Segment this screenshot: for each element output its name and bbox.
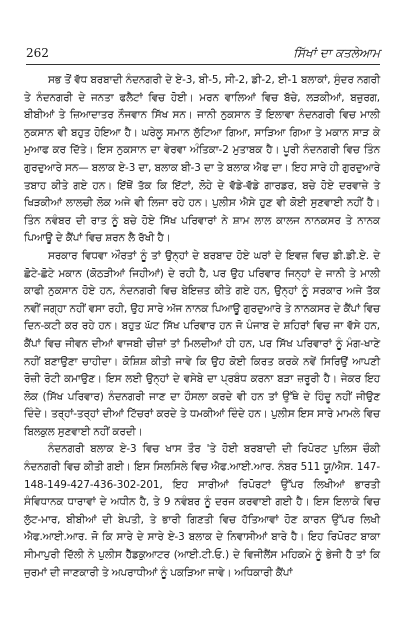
header-rule <box>26 64 380 65</box>
running-title: ਸਿੱਖਾਂ ਦਾ ਕਤਲੇਆਮ <box>293 46 380 60</box>
paragraph: ਸਰਕਾਰ ਵਿਧਵਾ ਔਰਤਾਂ ਨੂੰ ਤਾਂ ਉਨ੍ਹਾਂ ਦੇ ਬਰਬਾਦ ਹੋਏ ਘਰਾਂ ਦੇ ਇਵਜ਼ ਵਿਚ ਡੀ.ਡੀ.ਏ. ਦੇ ਛੋਟੇ-ਛੋਟੇ ਮਕਾਨ (ਕੋਠੜੀਆਂ ਜਿਹੀਆਂ) ਦੇ ਰਹੀ ਹੈ, ਪਰ ਉਹ ਪਰਿਵਾਰ ਜਿਨ੍ਹਾਂ ਦੇ ਜਾਨੀ ਤੇ ਮਾਲੀ ਕਾਫੀ ਨੁਕਸਾਨ ਹੋਏ ਹਨ, ਨੰਦਨਗਰੀ ਵਿਚ ਬੇਇਜ਼ਤ ਕੀਤੇ ਗਏ ਹਨ, ਉਨ੍ਹਾਂ ਨੂੰ ਸਰਕਾਰ ਅਜੇ ਤੱਕ ਨਵੀਂ ਜਗ੍ਹਾ ਨਹੀਂ ਵਸਾ ਰਹੀ, ਉਹ ਸਾਰੇ ਅੱਜ ਨਾਨਕ ਪਿਆਊ ਗੁਰਦੁਆਰੇ ਤੇ ਨਾਨਕਸਰ ਦੇ ਕੈਂਪਾਂ ਵਿਚ ਦਿਨ-ਕਟੀ ਕਰ ਰਹੇ ਹਨ। ਬਹੁਤ ਘੱਟ ਸਿੱਖ ਪਰਿਵਾਰ ਹਨ ਜੋ ਪੰਜਾਬ ਦੇ ਸ਼ਹਿਰਾਂ ਵਿਚ ਜਾ ਵੱਸੇ ਹਨ, ਕੈਂਪਾਂ ਵਿਚ ਜੀਵਨ ਦੀਆਂ ਵਾਜਬੀ ਚੀਜ਼ਾਂ ਤਾਂ ਮਿਲਦੀਆਂ ਹੀ ਹਨ, ਪਰ ਸਿੱਖ ਪਰਿਵਾਰਾਂ ਨੂੰ ਮੰਗ-ਖਾਣੇ ਨਹੀਂ ਬਣਾਉਣਾ ਚਾਹੀਦਾ। ਕੋਸ਼ਿਸ਼ ਕੀਤੀ ਜਾਵੇ ਕਿ ਉਹ ਕੋਈ ਕਿਰਤ ਕਰਕੇ ਨਵੇਂ ਸਿਰਿਉਂ ਆਪਣੀ ਰੋਜ਼ੀ ਰੋਟੀ ਕਮਾਉਣ। ਇਸ ਲਈ ਉਨ੍ਹਾਂ ਦੇ ਵਸੇਬੇ ਦਾ ਪ੍ਰਬੰਧ ਕਰਨਾ ਬੜਾ ਜ਼ਰੂਰੀ ਹੈ। ਜੇਕਰ ਇਹ ਲੋਕ (ਸਿੱਖ ਪਰਿਵਾਰ) ਨੰਦਨਗਰੀ ਜਾਣ ਦਾ ਹੌਸਲਾ ਕਰਦੇ ਵੀ ਹਨ ਤਾਂ ਉੱਥੇ ਦੇ ਹਿੰਦੂ ਨਹੀਂ ਜੀਉਣ ਦਿੰਦੇ। ਤਰ੍ਹਾਂ-ਤਰ੍ਹਾਂ ਦੀਆਂ ਟਿੱਚਰਾਂ ਕਰਦੇ ਤੇ ਧਮਕੀਆਂ ਦਿੰਦੇ ਹਨ। ਪੁਲੀਸ ਇਸ ਸਾਰੇ ਮਾਮਲੇ ਵਿਚ ਬਿਲਕੁਲ ਸੁਣਵਾਈ ਨਹੀਂ ਕਰਦੀ। <box>24 249 380 438</box>
page-number: 262 <box>26 46 49 60</box>
paragraph: ਸਭ ਤੋਂ ਵੱਧ ਬਰਬਾਦੀ ਨੰਦਨਗਰੀ ਦੇ ਏ-3, ਬੀ-5, ਸੀ-2, ਡੀ-2, ਈ-1 ਬਲਾਕਾਂ, ਸੁੰਦਰ ਨਗਰੀ ਤੇ ਨੰਦਨਗਰੀ ਦੇ ਜਨਤਾ ਫਲੈਟਾਂ ਵਿਚ ਹੋਈ। ਮਰਨ ਵਾਲਿਆਂ ਵਿਚ ਬੱਚੇ, ਲੜਕੀਆਂ, ਬਜ਼ੁਰਗ, ਬੀਬੀਆਂ ਤੇ ਜ਼ਿਆਦਾਤਰ ਨੌਜਵਾਨ ਸਿੱਖ ਸਨ। ਜਾਨੀ ਨੁਕਸਾਨ ਤੋਂ ਇਲਾਵਾ ਨੰਦਨਗਰੀ ਵਿਚ ਮਾਲੀ ਨੁਕਸਾਨ ਵੀ ਬਹੁਤ ਹੋਇਆ ਹੈ। ਘਰੇਲੂ ਸਮਾਨ ਲੁੱਟਿਆ ਗਿਆ, ਸਾੜਿਆ ਗਿਆ ਤੇ ਮਕਾਨ ਸਾੜ ਕੇ ਮੁਆਫ ਕਰ ਦਿੱਤੇ। ਇਸ ਨੁਕਸਾਨ ਦਾ ਵੇਰਵਾ ਅੰਤਿਕਾ-2 ਮੁਤਾਬਕ ਹੈ। ਪੂਰੀ ਨੰਦਨਗਰੀ ਵਿਚ ਤਿੰਨ ਗੁਰਦੁਆਰੇ ਸਨ— ਬਲਾਕ ਏ-3 ਦਾ, ਬਲਾਕ ਬੀ-3 ਦਾ ਤੇ ਬਲਾਕ ਐਫ ਦਾ। ਇਹ ਸਾਰੇ ਹੀ ਗੁਰਦੁਆਰੇ ਤਬਾਹ ਕੀਤੇ ਗਏ ਹਨ। ਇੱਥੋਂ ਤੱਕ ਕਿ ਇੱਟਾਂ, ਲੋਹੇ ਦੇ ਵੱਡੇ-ਵੱਡੇ ਗਾਰਡਰ, ਬਚੇ ਹੋਏ ਦਰਵਾਜ਼ੇ ਤੇ ਖਿੜਕੀਆਂ ਲਾਲਚੀ ਲੋਕ ਅਜੇ ਵੀ ਲਿਜਾ ਰਹੇ ਹਨ। ਪੁਲੀਸ ਐਸੇ ਹੁਣ ਵੀ ਕੋਈ ਸੁਣਵਾਈ ਨਹੀਂ ਹੈ। ਤਿੰਨ ਨਵੰਬਰ ਦੀ ਰਾਤ ਨੂੰ ਬਚੇ ਹੋਏ ਸਿੱਖ ਪਰਿਵਾਰਾਂ ਨੇ ਸ਼ਾਮ ਲਾਲ ਕਾਲਜ ਨਾਨਕਸਰ ਤੇ ਨਾਨਕ ਪਿਆਊ ਦੇ ਕੈਂਪਾਂ ਵਿਚ ਸ਼ਰਨ ਲੈ ਰੱਖੀ ਹੈ। <box>24 74 380 245</box>
paragraph: ਨੰਦਨਗਰੀ ਬਲਾਕ ਏ-3 ਵਿਚ ਖਾਸ ਤੌਰ 'ਤੇ ਹੋਈ ਬਰਬਾਦੀ ਦੀ ਰਿਪੋਰਟ ਪੁਲਿਸ ਚੌਕੀ ਨੰਦਨਗਰੀ ਵਿਚ ਕੀਤੀ ਗਈ। ਇਸ ਸਿਲਸਿਲੇ ਵਿਚ ਐਫ.ਆਈ.ਆਰ. ਨੰਬਰ 511 ਯੂ/ਐਸ. 147-148-149-427-436-302-201, ਇਹ ਸਾਰੀਆਂ ਰਿਪੋਰਟਾਂ ਉੱਪਰ ਲਿਖੀਆਂ ਭਾਰਤੀ ਸੰਵਿਧਾਨਕ ਧਾਰਾਵਾਂ ਦੇ ਅਧੀਨ ਹੈ, ਤੇ 9 ਨਵੰਬਰ ਨੂੰ ਦਰਜ ਕਰਵਾਈ ਗਈ ਹੈ। ਇਸ ਇਲਾਕੇ ਵਿਚ ਲੁੱਟ-ਮਾਰ, ਬੀਬੀਆਂ ਦੀ ਬੇਪਤੀ, ਤੇ ਭਾਰੀ ਗਿਣਤੀ ਵਿਚ ਹੱਤਿਆਵਾਂ ਹੋਣ ਕਾਰਨ ਉੱਪਰ ਲਿਖੀ ਐਫ.ਆਈ.ਆਰ. ਜੋ ਕਿ ਸਾਰੇ ਦੇ ਸਾਰੇ ਏ-3 ਬਲਾਕ ਦੇ ਨਿਵਾਸੀਆਂ ਬਾਰੇ ਹੈ। ਇਹ ਰਿਪੋਰਟ ਬਾਕਾ ਸੀਮਾਪੁਰੀ ਦਿੱਲੀ ਨੇ ਪੁਲੀਸ ਹੈੱਡਕੁਆਟਰ (ਆਈ.ਟੀ.ਓ.) ਦੇ ਵਿਜੀਲੈਂਸ ਮਹਿਕਮੇ ਨੂੰ ਭੇਜੀ ਹੈ ਤਾਂ ਕਿ ਜੁਰਮਾਂ ਦੀ ਜਾਣਕਾਰੀ ਤੇ ਅਪਰਾਧੀਆਂ ਨੂੰ ਪਕੜਿਆ ਜਾਵੇ। ਅਧਿਕਾਰੀ ਕੈਂਪਾਂ <box>24 443 380 579</box>
page-header <box>26 46 380 66</box>
body-text <box>24 72 380 582</box>
